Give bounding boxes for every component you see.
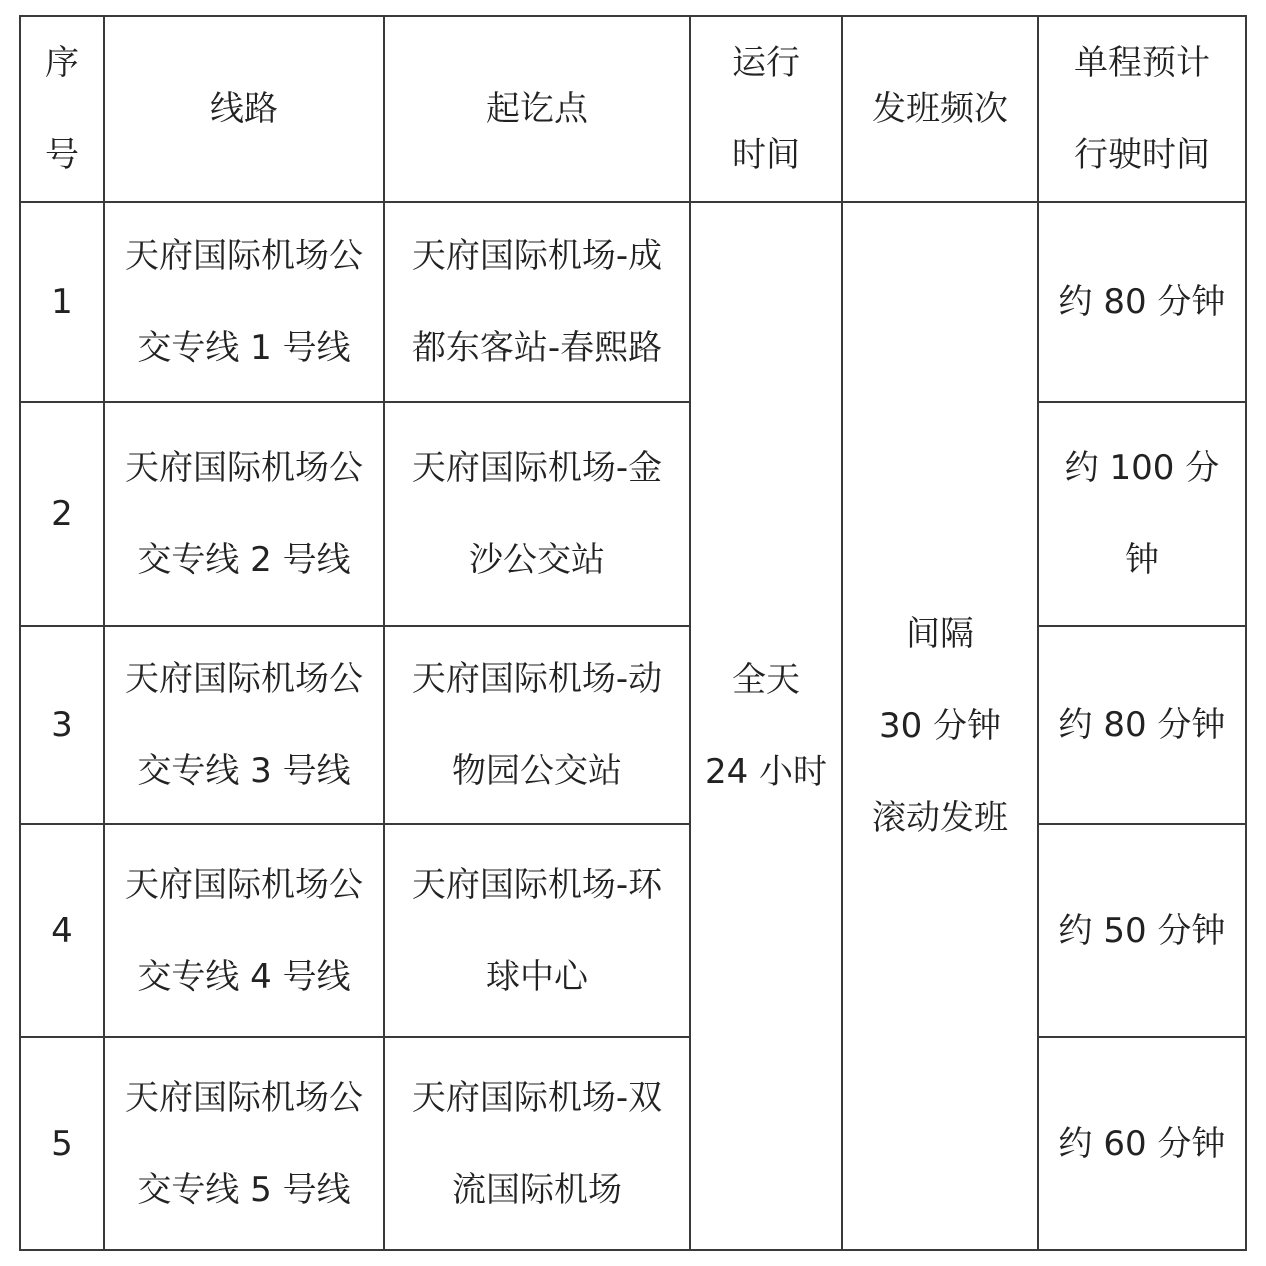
row-travel-time: 约 50 分钟 bbox=[1038, 824, 1246, 1037]
row-index: 4 bbox=[20, 824, 104, 1037]
header-travel-time: 单程预计 行驶时间 bbox=[1038, 16, 1246, 202]
header-hours: 运行 时间 bbox=[690, 16, 842, 202]
table-row bbox=[20, 402, 1246, 626]
row-travel-time: 约 80 分钟 bbox=[1038, 626, 1246, 824]
header-row bbox=[20, 16, 1246, 202]
header-endpoints: 起讫点 bbox=[384, 16, 690, 202]
row-travel-time: 约 60 分钟 bbox=[1038, 1037, 1246, 1250]
row-travel-time: 约 80 分钟 bbox=[1038, 202, 1246, 402]
row-index: 2 bbox=[20, 402, 104, 626]
header-index: 序 号 bbox=[20, 16, 104, 202]
table-row bbox=[20, 1037, 1246, 1250]
row-line: 天府国际机场公 交专线 3 号线 bbox=[104, 626, 384, 824]
row-endpoints: 天府国际机场-金 沙公交站 bbox=[384, 402, 690, 626]
table-row bbox=[20, 824, 1246, 1037]
row-line: 天府国际机场公 交专线 5 号线 bbox=[104, 1037, 384, 1250]
row-line: 天府国际机场公 交专线 1 号线 bbox=[104, 202, 384, 402]
row-index: 3 bbox=[20, 626, 104, 824]
header-line: 线路 bbox=[104, 16, 384, 202]
table-row bbox=[20, 626, 1246, 824]
row-line: 天府国际机场公 交专线 2 号线 bbox=[104, 402, 384, 626]
shared-hours: 全天 24 小时 bbox=[690, 202, 842, 1250]
row-index: 1 bbox=[20, 202, 104, 402]
row-endpoints: 天府国际机场-环 球中心 bbox=[384, 824, 690, 1037]
row-travel-time: 约 100 分 钟 bbox=[1038, 402, 1246, 626]
row-endpoints: 天府国际机场-双 流国际机场 bbox=[384, 1037, 690, 1250]
row-endpoints: 天府国际机场-成 都东客站-春熙路 bbox=[384, 202, 690, 402]
shared-frequency: 间隔 30 分钟 滚动发班 bbox=[842, 202, 1038, 1250]
table-row bbox=[20, 202, 1246, 402]
row-endpoints: 天府国际机场-动 物园公交站 bbox=[384, 626, 690, 824]
bus-schedule-table bbox=[19, 15, 1247, 1251]
row-line: 天府国际机场公 交专线 4 号线 bbox=[104, 824, 384, 1037]
row-index: 5 bbox=[20, 1037, 104, 1250]
header-frequency: 发班频次 bbox=[842, 16, 1038, 202]
